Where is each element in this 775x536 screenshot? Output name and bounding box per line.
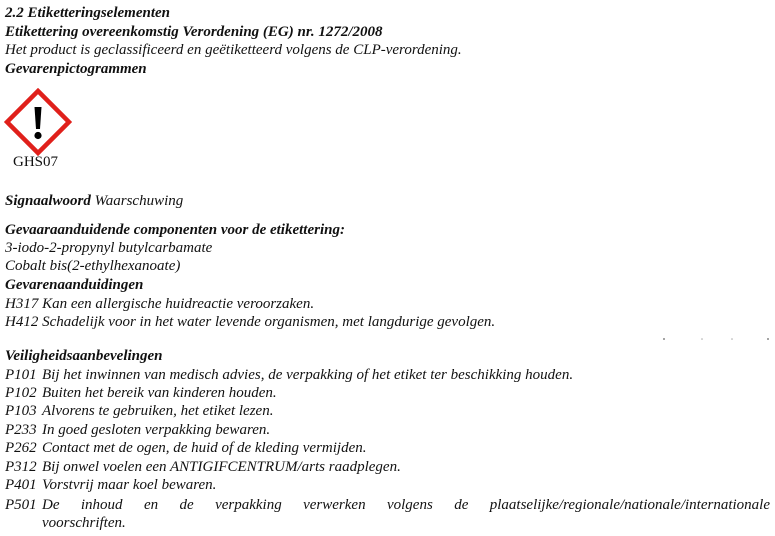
precautionary-text: In goed gesloten verpakking bewaren. xyxy=(42,422,271,438)
precautionary-code: P101 xyxy=(5,367,37,383)
classification-text: Het product is geclassificeerd en geëtiketteerd volgens de CLP-verordening. xyxy=(5,42,462,58)
component-item: Cobalt bis(2-ethylhexanoate) xyxy=(5,258,181,274)
pictogram-code: GHS07 xyxy=(13,154,59,170)
precautionary-text-continuation: voorschriften. xyxy=(42,515,126,531)
precautionary-text: Bij onwel voelen een ANTIGIFCENTRUM/arts raadplegen. xyxy=(42,459,401,475)
precautionary-text: Bij het inwinnen van medisch advies, de verpakking of het etiket ter beschikking houden. xyxy=(42,367,574,383)
hazard-statements-heading: Gevarenaanduidingen xyxy=(5,277,144,293)
precautionary-code: P401 xyxy=(5,477,37,493)
scan-artifact xyxy=(662,336,770,342)
precautionary-code: P233 xyxy=(5,422,37,438)
precautionary-text: De inhoud en de verpakking verwerken volgens de plaatselijke/regionale/nationale/internationale xyxy=(42,497,770,513)
precautionary-text: Contact met de ogen, de huid of de kleding vermijden. xyxy=(42,440,367,456)
precautionary-code: P102 xyxy=(5,385,37,401)
hazard-statement: H412 Schadelijk voor in het water levende organismen, met langdurige gevolgen. xyxy=(5,314,496,330)
precautionary-text: Vorstvrij maar koel bewaren. xyxy=(42,477,217,493)
precautionary-text: Buiten het bereik van kinderen houden. xyxy=(42,385,277,401)
regulation-heading: Etikettering overeenkomstig Verordening (EG) nr. 1272/2008 xyxy=(5,24,383,40)
ghs07-exclamation-icon xyxy=(4,88,72,156)
hazard-statement: H317 Kan een allergische huidreactie veroorzaken. xyxy=(5,296,315,312)
precautionary-heading: Veiligheidsaanbevelingen xyxy=(5,348,163,364)
pictograms-heading: Gevarenpictogrammen xyxy=(5,61,147,77)
signal-word-value: Waarschuwing xyxy=(94,193,184,209)
precautionary-text: Alvorens te gebruiken, het etiket lezen. xyxy=(42,403,274,419)
signal-word-row xyxy=(5,192,183,210)
precautionary-code: P103 xyxy=(5,403,37,419)
section-heading: 2.2 Etiketteringselementen xyxy=(5,5,170,21)
component-item: 3-iodo-2-propynyl butylcarbamate xyxy=(5,240,213,256)
precautionary-code: P262 xyxy=(5,440,37,456)
precautionary-code: P501 xyxy=(5,497,37,513)
signal-word-label: Signaalwoord xyxy=(5,193,91,209)
precautionary-code: P312 xyxy=(5,459,37,475)
components-heading: Gevaaraanduidende componenten voor de etikettering: xyxy=(5,222,345,238)
